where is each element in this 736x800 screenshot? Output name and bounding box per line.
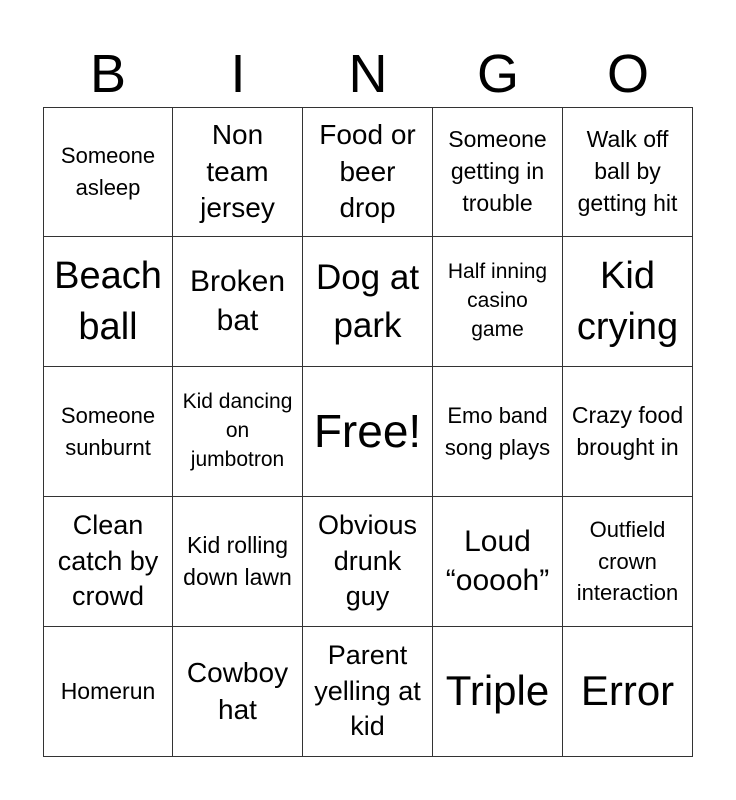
bingo-cell[interactable] (173, 237, 303, 367)
bingo-cell[interactable] (433, 497, 563, 627)
cell-label: Error (580, 667, 675, 715)
bingo-cell[interactable] (43, 627, 173, 757)
cell-label: Free! (313, 404, 422, 457)
bingo-cell[interactable] (43, 497, 173, 627)
cell-label: Loud “ooooh” (445, 525, 550, 597)
cell-label: Non team jersey (200, 118, 275, 224)
bingo-cell[interactable] (303, 627, 433, 757)
cell-label: Kid rolling down lawn (183, 531, 292, 590)
bingo-cell[interactable] (563, 627, 693, 757)
cell-label: Kid dancing on jumbotron (182, 390, 293, 471)
header-letter-o: O (606, 44, 649, 104)
cell-label: Homerun (60, 677, 156, 704)
header-letter-n: N (348, 44, 388, 104)
cell-label: Cowboy hat (186, 656, 289, 725)
bingo-cell[interactable] (563, 237, 693, 367)
cell-label: Someone sunburnt (60, 402, 156, 460)
header-letter-b: B (89, 44, 127, 104)
bingo-cell[interactable] (433, 237, 563, 367)
bingo-cell[interactable] (173, 497, 303, 627)
bingo-cell[interactable] (173, 107, 303, 237)
cell-label: Obvious drunk guy (317, 510, 418, 612)
cell-label: Food or beer drop (319, 118, 416, 224)
free-space[interactable] (303, 367, 433, 497)
header-letter-i: I (230, 44, 246, 104)
bingo-cell[interactable] (563, 497, 693, 627)
bingo-cell[interactable] (563, 107, 693, 237)
bingo-cell[interactable] (173, 627, 303, 757)
cell-label: Dog at park (315, 258, 420, 345)
bingo-cell[interactable] (303, 237, 433, 367)
header-letter-g: G (476, 44, 519, 104)
bingo-board (43, 107, 693, 757)
bingo-cell[interactable] (563, 367, 693, 497)
cell-label: Someone asleep (60, 143, 156, 200)
bingo-cell[interactable] (433, 367, 563, 497)
bingo-header (43, 42, 693, 106)
bingo-cell[interactable] (433, 627, 563, 757)
cell-label: Kid crying (576, 255, 679, 348)
cell-label: Walk off ball by getting hit (577, 126, 678, 216)
cell-label: Beach ball (54, 255, 162, 348)
cell-label: Half inning casino game (447, 260, 548, 341)
cell-label: Triple (445, 667, 550, 715)
bingo-cell[interactable] (173, 367, 303, 497)
bingo-cell[interactable] (43, 367, 173, 497)
cell-label: Someone getting in trouble (448, 126, 547, 216)
cell-label: Broken bat (189, 265, 286, 337)
bingo-cell[interactable] (433, 107, 563, 237)
bingo-cell[interactable] (303, 107, 433, 237)
bingo-cell[interactable] (43, 107, 173, 237)
bingo-cell[interactable] (43, 237, 173, 367)
bingo-cell[interactable] (303, 497, 433, 627)
cell-label: Parent yelling at kid (314, 640, 421, 742)
cell-label: Clean catch by crowd (57, 510, 159, 612)
cell-label: Crazy food brought in (571, 401, 684, 460)
cell-label: Emo band song plays (444, 402, 551, 460)
cell-label: Outfield crown interaction (576, 516, 679, 606)
